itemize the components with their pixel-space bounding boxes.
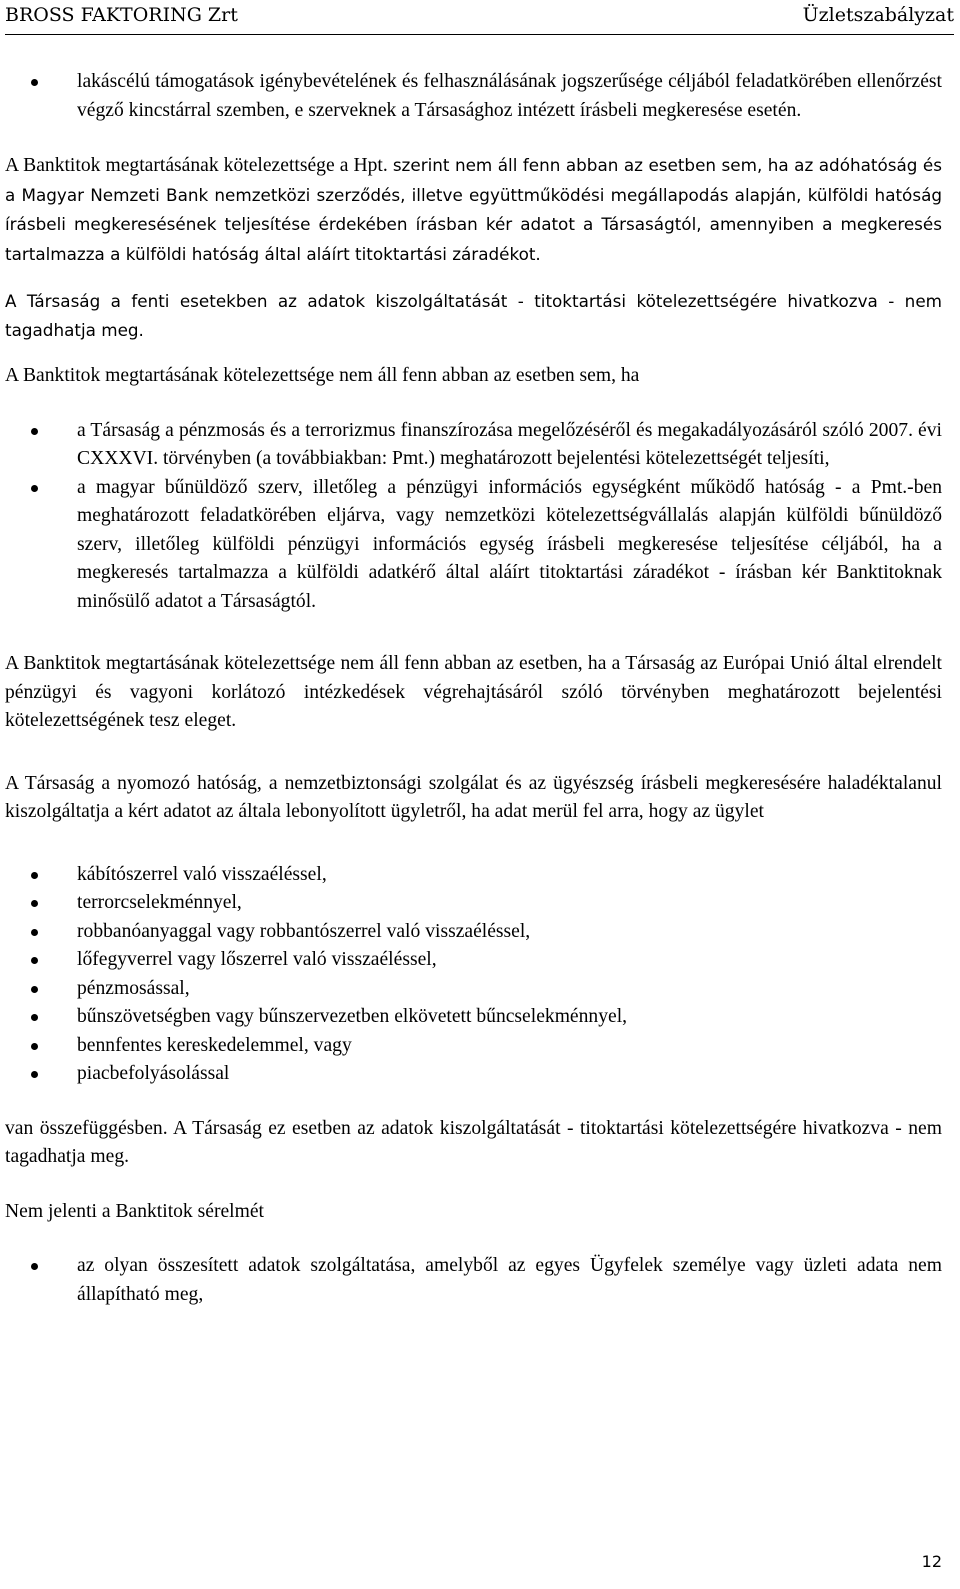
paragraph-hpt-start: A Banktitok megtartásának kötelezettsége a Hpt. <box>5 155 393 176</box>
list-item: az olyan összesített adatok szolgáltatása, amelyből az egyes Ügyfelek személye vagy üzleti adata nem állapítható meg, <box>5 1252 942 1309</box>
list-item: robbanóanyaggal vagy robbantószerrel való visszaéléssel, <box>5 918 942 947</box>
list-item: lakáscélú támogatások igénybevételének és felhasználásának jogszerűsége céljából feladatkörében ellenőrzést végző kincstárral szemben, e szerveknek a Társasághoz intézett írásbeli megkeresése esetén. <box>5 68 942 125</box>
paragraph-hpt-rest: szerint nem áll fenn abban az esetben sem, ha az adóhatóság és a Magyar Nemzeti Bank nemzetközi szerződés, illetve együttműködési megállapodás alapján, külföldi hatóság írásbeli megkeresésének teljesítése érdekében írásban kér adatot a Társaságtól, amennyiben a megkeresés tartalmazza a külföldi hatóság által aláírt titoktartási záradékot. <box>5 155 942 264</box>
list-item: lőfegyverrel vagy lőszerrel való visszaéléssel, <box>5 946 942 975</box>
page-header <box>5 0 954 35</box>
list-item: a magyar bűnüldöző szerv, illetőleg a pénzügyi információs egységként működő hatóság - a Pmt.-ben meghatározott feladatkörében eljárva, vagy nemzetközi kötelezettségvállalás alapján külföldi bűnüldöző szerv, illetőleg külföldi pénzügyi információs egység írásbeli megkeresése teljesítése céljából, ha a megkeresés tartalmazza a külföldi adatkérő által aláírt titoktartási záradékot - írásban kér Banktitoknak minősülő adatot a Társaságtól. <box>5 474 942 617</box>
document-title: Üzletszabályzat <box>802 4 954 26</box>
paragraph-exception-intro: A Banktitok megtartásának kötelezettsége nem áll fenn abban az esetben sem, ha <box>5 365 640 386</box>
list-item: piacbefolyásolással <box>5 1060 942 1089</box>
paragraph-related: van összefüggésben. A Társaság ez esetben az adatok kiszolgáltatását - titoktartási kötelezettségére hivatkozva - nem tagadhatja meg. <box>5 1117 942 1167</box>
page-number: 12 <box>921 1552 942 1571</box>
company-name: BROSS FAKTORING Zrt <box>5 4 238 26</box>
document-body <box>5 68 942 1309</box>
bullet-list-offences <box>5 861 942 1089</box>
list-item: bennfentes kereskedelemmel, vagy <box>5 1032 942 1061</box>
paragraph-investigation: A Társaság a nyomozó hatóság, a nemzetbiztonsági szolgálat és az ügyészség írásbeli megkeresésére haladéktalanul kiszolgáltatja a kért adatot az általa lebonyolított ügyletről, ha adat merül fel arra, hogy az ügylet <box>5 772 942 822</box>
paragraph-no-refusal: A Társaság a fenti esetekben az adatok kiszolgáltatását - titoktartási kötelezettségére hivatkozva - nem tagadhatja meg. <box>5 291 942 340</box>
bullet-list-aggregated <box>5 1252 942 1309</box>
list-item: terrorcselekménnyel, <box>5 889 942 918</box>
list-item: kábítószerrel való visszaéléssel, <box>5 861 942 890</box>
list-item: a Társaság a pénzmosás és a terrorizmus finanszírozása megelőzéséről és megakadályozásáról szóló 2007. évi CXXXVI. törvényben (a továbbiakban: Pmt.) meghatározott bejelentési kötelezettségét teljesíti, <box>5 417 942 474</box>
bullet-list-top <box>5 68 942 125</box>
bullet-list-exceptions <box>5 417 942 617</box>
list-item: pénzmosással, <box>5 975 942 1004</box>
list-item: bűnszövetségben vagy bűnszervezetben elkövetett bűncselekménnyel, <box>5 1003 942 1032</box>
paragraph-eu-sanctions: A Banktitok megtartásának kötelezettsége nem áll fenn abban az esetben, ha a Társaság az Európai Unió által elrendelt pénzügyi és vagyoni korlátozó intézkedések végrehajtásáról szóló törvényben meghatározott bejelentési kötelezettségének tesz eleget. <box>5 653 942 731</box>
paragraph-hpt <box>5 151 942 269</box>
paragraph-not-violation: Nem jelenti a Banktitok sérelmét <box>5 1200 264 1222</box>
